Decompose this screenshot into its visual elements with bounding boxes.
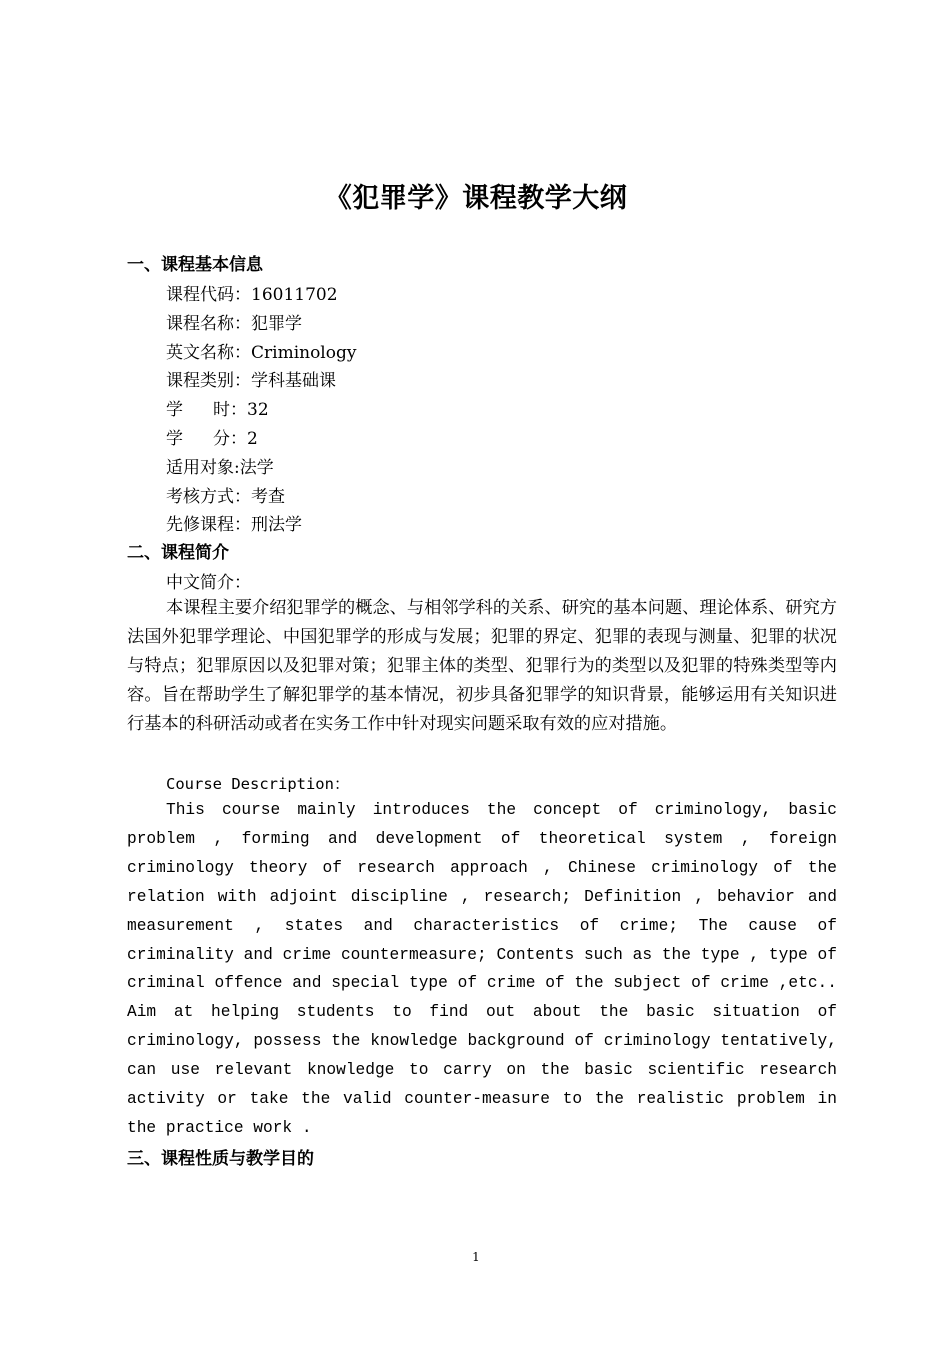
chinese-intro-paragraph: 本课程主要介绍犯罪学的概念、与相邻学科的关系、研究的基本问题、理论体系、研究方法国外犯罪学理论、中国犯罪学的形成与发展；犯罪的界定、犯罪的表现与测量、犯罪的状况与特点；犯罪原因以及犯罪对策；犯罪主体的类型、犯罪行为的类型以及犯罪的特殊类型等内容。旨在帮助学生了解犯罪学的基本情况，初步具备犯罪学的知识背景，能够运用有关知识进行基本的科研活动或者在实务工作中针对现实问题采取有效的应对措施。 xyxy=(127,598,837,734)
english-intro-paragraph: This course mainly introduces the concept of criminology, basic problem , forming and development of theoretical system , foreign criminology theory of research approach , Chinese criminology of the relation with adjoint discipline , research; Definition , behavior and measurement , states and characteristics of crime; The cause of criminality and crime countermeasure; Contents such as the type , type of criminal offence and special type of crime of the subject of crime ,etc.. Aim at helping students to find out about the basic situation of criminology, possess the knowledge background of criminology tentatively, can use relevant knowledge to carry on the basic scientific research activity or take the valid counter-measure to the realistic problem in the practice work . xyxy=(127,801,837,1137)
info-target xyxy=(166,454,356,483)
info-english-name xyxy=(166,339,356,368)
section-heading-intro: 二、课程简介 xyxy=(127,543,229,563)
info-label: 课程名称： xyxy=(166,313,251,334)
chinese-intro-label: 中文简介： xyxy=(166,573,251,593)
info-value: Criminology xyxy=(251,342,357,363)
info-label: 适用对象: xyxy=(166,457,240,478)
info-value: 16011702 xyxy=(251,285,338,305)
info-label: 课程代码： xyxy=(166,285,251,305)
info-label: 先修课程： xyxy=(166,515,251,536)
section-heading-basic-info: 一、课程基本信息 xyxy=(127,255,263,275)
info-credits xyxy=(166,425,356,454)
info-value: 学科基础课 xyxy=(251,371,336,392)
section-heading-nature: 三、课程性质与教学目的 xyxy=(127,1149,314,1169)
info-value: 考查 xyxy=(251,486,285,507)
info-label: 学 分： xyxy=(166,428,247,449)
english-intro-label: Course Description： xyxy=(166,775,350,793)
info-course-code xyxy=(166,281,356,310)
page-number: 1 xyxy=(472,1250,480,1264)
document-title: 《犯罪学》课程教学大纲 xyxy=(324,183,628,214)
info-value: 32 xyxy=(247,400,269,421)
info-label: 课程类别： xyxy=(166,371,251,392)
info-hours xyxy=(166,396,356,425)
info-assessment xyxy=(166,483,356,512)
info-course-name xyxy=(166,310,356,339)
info-value: 刑法学 xyxy=(251,515,302,536)
info-label: 考核方式： xyxy=(166,486,251,507)
info-label: 英文名称： xyxy=(166,342,251,363)
info-value: 犯罪学 xyxy=(251,313,302,334)
course-info-list xyxy=(166,281,356,540)
info-label: 学 时： xyxy=(166,400,247,421)
info-prerequisite xyxy=(166,511,356,540)
info-course-category xyxy=(166,367,356,396)
info-value: 法学 xyxy=(239,457,274,478)
info-value: 2 xyxy=(247,428,258,449)
